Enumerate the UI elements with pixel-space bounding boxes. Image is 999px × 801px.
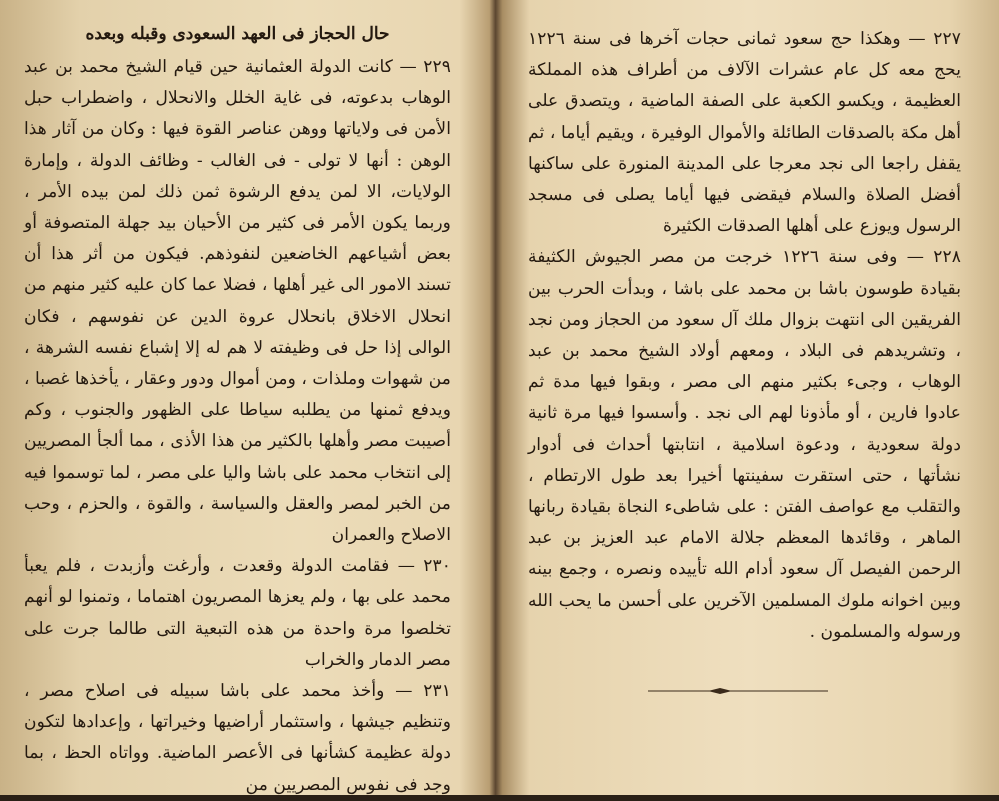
paragraph-227: ٢٢٧ — وهكذا حج سعود ثمانى حجات آخرها فى سنة ١٢٢٦ يحج معه كل عام عشرات الآلاف من أطراف هذه المملكة العظيمة ، ويكسو الكعبة على الصفة الماضية ، ويتصدق على أهل مكة بالصدقات الطائلة والأموال الوفيرة ، ويقيم أياما ، ثم يقفل راجعا الى نجد معرجا على المدينة المنورة على ساكنها أفضل الصلاة والسلام فيقضى فيها أياما يصلى فى مسجد الرسول ويوزع على أهلها الصدقات الكثيرة [528, 29, 961, 237]
paragraph-228: ٢٢٨ — وفى سنة ١٢٢٦ خرجت من مصر الجيوش الكثيفة بقيادة طوسون باشا بن محمد على باشا ، وبدأت الحرب بين الفريقين الى انتهت بزوال ملك آل سعود من الحجاز ومن نجد ، وتشريدهم فى البلاد ، ومعهم أولاد الشيخ محمد بن عبد الوهاب ، وجىء بكثير منهم الى مصر ، وبقوا فيها مدة ثم عادوا فارين ، أو مأذونا لهم الى نجد . وأسسوا فيها مرة ثانية دولة سعودية ، ودعوة اسلامية ، انتابتها أحداث فى أدوار نشأتها ، حتى استقرت سفينتها أخيرا بعد طول الارتطام ، والتقلب مع عواصف الفتن : على شاطىء النجاة بقيادة ربانها الماهر ، وقائدها المعظم جلالة الامام عبد العزيز بن عبد الرحمن الفيصل آل سعود أدام الله تأييده ونصره ، وجمع بينه وبين اخوانه ملوك المسلمين الآخرين على أحسن ما يحب الله ورسوله والمسلمون . [528, 247, 961, 642]
running-head: حال الحجاز فى العهد السعودى وقبله وبعده [85, 24, 390, 44]
paragraph-231: ٢٣١ — وأخذ محمد على باشا سبيله فى اصلاح مصر ، وتنظيم جيشها ، واستثمار أراضيها وخيراتها ، وإعدادها لتكون دولة عظيمة كشأنها فى الأعصر الماضية. وواتاه الحظ ، بما وجد فى نفوس المصريين من [24, 681, 451, 795]
end-ornament-rule [648, 686, 828, 696]
left-page [0, 0, 485, 795]
paragraph-229: ٢٢٩ — كانت الدولة العثمانية حين قيام الشيخ محمد بن عبد الوهاب بدعوته، فى غاية الخلل والانحلال ، واضطراب حبل الأمن فى ولاياتها ووهن عناصر القوة فيها : وكان من آثار هذا الوهن : أنها لا تولى - فى الغالب - وظائف الدولة ، وإمارة الولايات، الا لمن يدفع الرشوة ثمن ذلك لمن بيده الأمر ، وربما يكون الأمر فى كثير من الأحيان بيد جهلة المتصوفة أو بعض أشياعهم الخاضعين لنفوذهم. فيكون من أثر هذا أن تسند الامور الى غير أهلها ، فضلا عما كان عليه كثير منهم من انحلال الاخلاق بانحلال عروة الدين عن نفوسهم ، فكان الوالى إذا حل فى وظيفته لا هم له إلا إشباع نفسه الشرهة ، من شهوات وملذات ، ومن أموال ودور وعقار ، يأخذها غصبا ، ويدفع ثمنها من يطلبه سياطا على الظهور والجنوب ، وكم أصيبت مصر وأهلها بالكثير من هذا الأذى ، مما ألجأ المصريين إلى انتخاب محمد على باشا واليا على مصر ، لما توسموا فيه من الخبر لمصر والعقل والسياسة ، والقوة ، والحزم ، وحب الاصلاح والعمران [24, 57, 451, 546]
right-page [498, 0, 999, 795]
paragraph-230: ٢٣٠ — فقامت الدولة وقعدت ، وأرغت وأزبدت ، فلم يعبأ محمد على بها ، ولم يعزها المصريون اهتماما ، وتمنوا لو أنهم تخلصوا مرة واحدة من هذه التبعية التى طالما جرت على مصر الدمار والخراب [24, 556, 451, 670]
